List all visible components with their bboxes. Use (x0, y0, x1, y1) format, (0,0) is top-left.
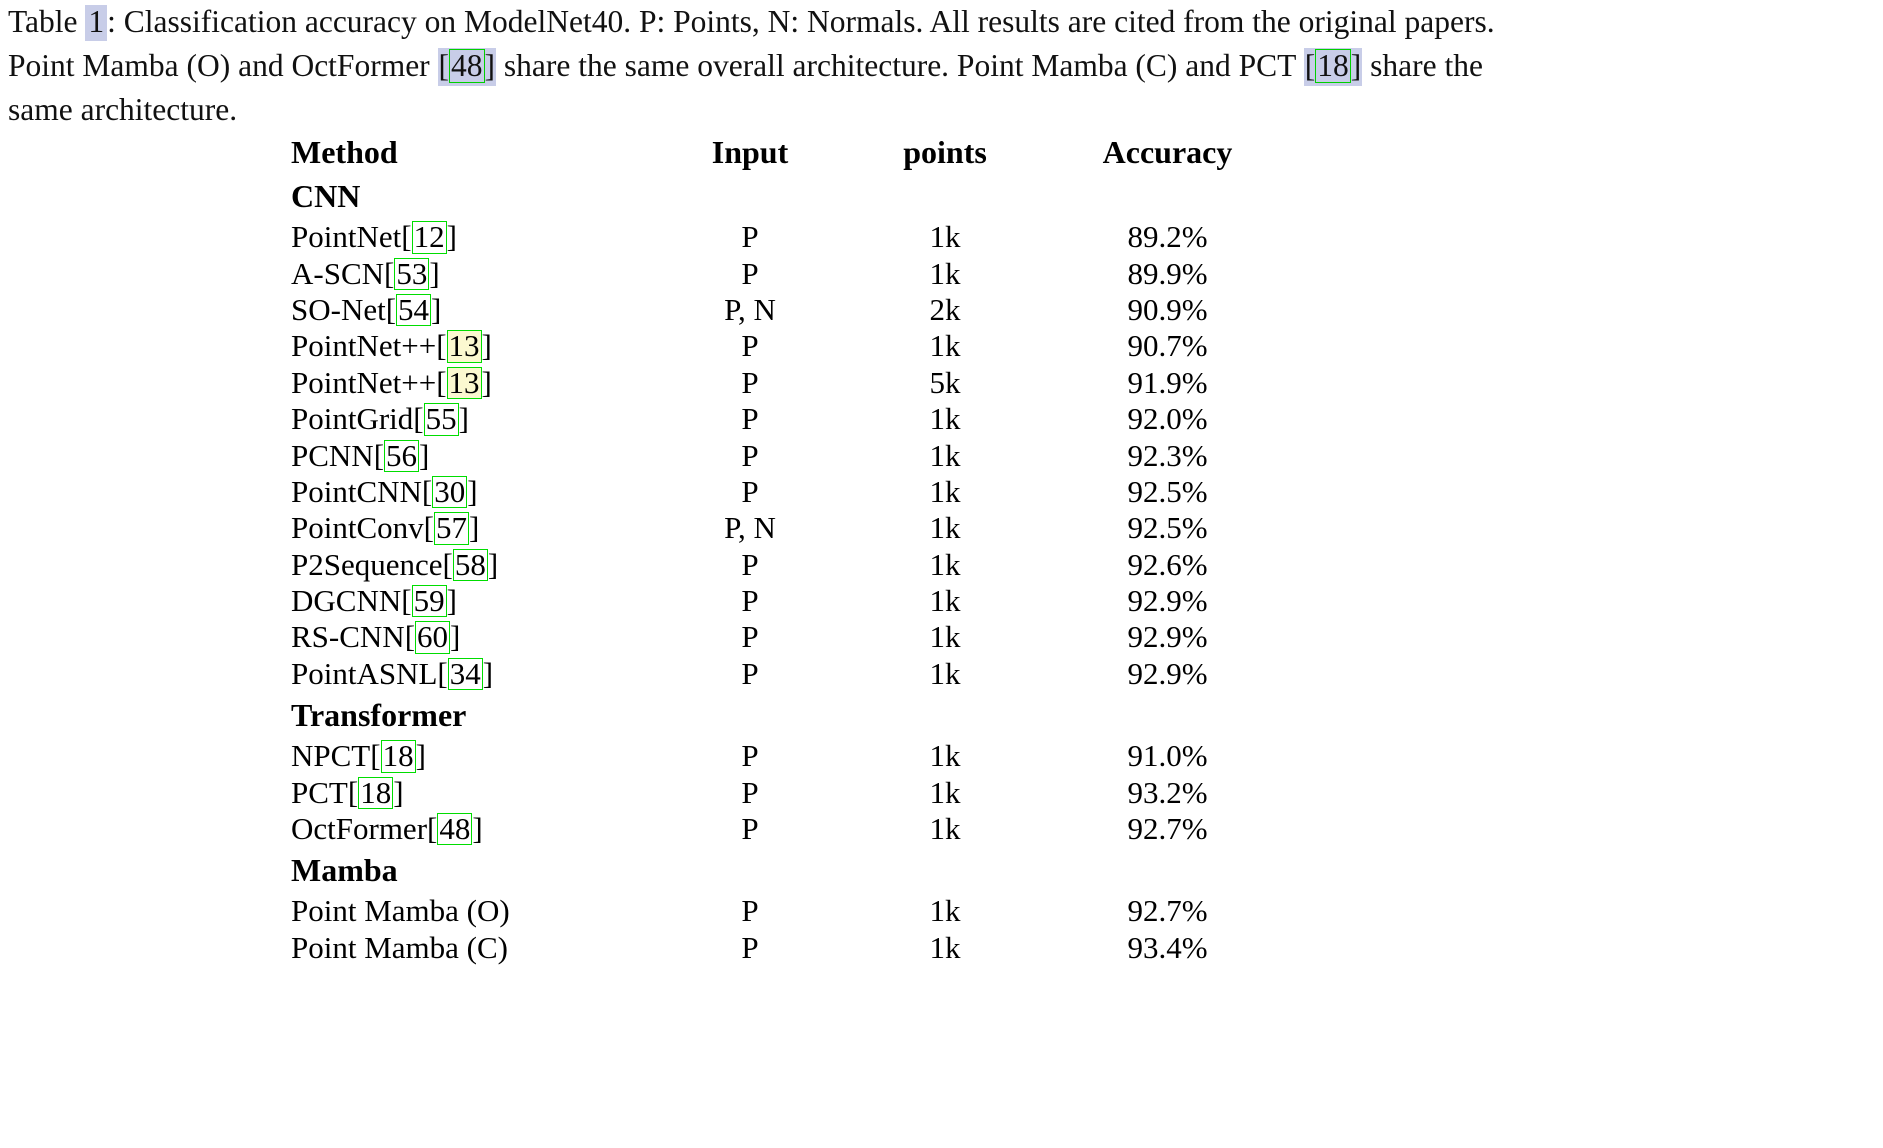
table-row (291, 583, 1286, 619)
cell-input: P (741, 328, 759, 364)
method-name: PointConv (291, 510, 424, 546)
cell-accuracy: 92.3% (1127, 437, 1208, 473)
bracket-open: [ (438, 48, 450, 83)
bracket-close: ] (415, 738, 426, 774)
bracket-open: [ (404, 619, 416, 655)
cell-points: 1k (929, 401, 961, 437)
table-row (291, 401, 1286, 437)
table-row (291, 811, 1286, 847)
bracket-close: ] (419, 437, 430, 473)
cell-method (291, 547, 659, 583)
method-name: RS-CNN (291, 619, 405, 655)
cell-points: 1k (929, 774, 961, 810)
table-row (291, 930, 1286, 966)
cell-method (291, 811, 659, 847)
bracket-close: ] (393, 774, 404, 810)
bracket-close: ] (481, 328, 492, 364)
bracket-close: ] (429, 255, 440, 291)
method-name: DGCNN (291, 583, 402, 619)
cell-method (291, 437, 659, 473)
citation-number: 58 (454, 546, 486, 582)
cell-method (291, 510, 659, 546)
citation-link-13[interactable] (436, 328, 492, 363)
cell-input: P (741, 738, 759, 774)
bracket-open: [ (413, 401, 424, 437)
cell-accuracy: 91.0% (1127, 738, 1208, 774)
cell-input: P (741, 811, 759, 847)
bracket-open: [ (401, 219, 412, 255)
section-empty-cell-points (841, 173, 1049, 219)
method-name: PointNet++ (291, 328, 437, 364)
bracket-close: ] (484, 48, 496, 83)
table-body (291, 173, 1286, 966)
section-header-row (291, 847, 1286, 893)
citation-link-48[interactable] (427, 811, 483, 846)
cell-accuracy: 90.7% (1127, 328, 1208, 364)
bracket-open: [ (373, 437, 385, 473)
cell-input: P (741, 437, 759, 473)
bracket-open: [ (427, 811, 438, 847)
table-row (291, 656, 1286, 692)
cell-points: 5k (929, 364, 961, 400)
table-row (291, 510, 1286, 546)
cell-accuracy: 92.5% (1127, 510, 1208, 546)
bracket-open: [ (347, 774, 359, 810)
table-row (291, 328, 1286, 364)
cell-points: 1k (929, 655, 961, 691)
cell-accuracy: 92.9% (1127, 619, 1208, 655)
column-header-input: Input (711, 133, 789, 170)
method-name: PointASNL (291, 655, 438, 691)
cell-accuracy: 92.6% (1127, 546, 1208, 582)
cell-input: P, N (724, 510, 776, 546)
section-title: Mamba (291, 851, 398, 888)
section-title: Transformer (291, 696, 467, 733)
cell-accuracy: 89.2% (1127, 219, 1208, 255)
section-empty-cell-input (659, 847, 841, 893)
cell-points: 1k (929, 929, 961, 965)
cell-input: P (741, 473, 759, 509)
method-name: SO-Net (291, 291, 386, 327)
cell-method (291, 255, 659, 291)
cell-input: P (741, 893, 759, 929)
bracket-open: [ (436, 364, 447, 400)
citation-link-59[interactable] (401, 583, 457, 618)
citation-link-30[interactable] (422, 474, 478, 509)
citation-number: 56 (386, 437, 418, 473)
cell-points: 1k (929, 219, 961, 255)
caption-line-3: same architecture. (8, 92, 238, 127)
bracket-open: [ (421, 473, 433, 509)
caption-line2-after: share the (1362, 48, 1483, 83)
citation-link-48[interactable] (438, 48, 497, 86)
table-number-link[interactable]: 1 (85, 5, 107, 41)
bracket-open: [ (423, 510, 434, 546)
bracket-open: [ (370, 738, 381, 774)
cell-accuracy: 93.4% (1127, 929, 1208, 965)
citation-link-55[interactable] (413, 401, 469, 436)
citation-number: 53 (396, 255, 428, 291)
cell-accuracy: 92.0% (1127, 401, 1208, 437)
citation-number: 18 (360, 774, 392, 810)
method-name: PCNN (291, 437, 374, 473)
method-name: OctFormer (291, 811, 428, 847)
cell-accuracy: 89.9% (1127, 255, 1208, 291)
table-row (291, 738, 1286, 774)
cell-method (291, 656, 659, 692)
bracket-open: [ (401, 583, 412, 619)
citation-link-12[interactable] (401, 219, 457, 254)
cell-accuracy: 93.2% (1127, 774, 1208, 810)
cell-points: 1k (929, 738, 961, 774)
citation-number: 54 (398, 291, 430, 327)
bracket-open: [ (385, 291, 397, 327)
bracket-close: ] (446, 219, 457, 255)
citation-number: 60 (417, 619, 449, 655)
cell-method (291, 583, 659, 619)
cell-accuracy: 92.9% (1127, 583, 1208, 619)
citation-number: 48 (451, 48, 483, 83)
table-row (291, 893, 1286, 929)
cell-input: P (741, 655, 759, 691)
bracket-open: [ (384, 255, 395, 291)
cell-points: 1k (929, 546, 961, 582)
section-empty-cell-input (659, 173, 841, 219)
citation-number: 59 (413, 583, 445, 619)
citation-link-13[interactable] (436, 365, 492, 400)
citation-number: 48 (439, 811, 471, 847)
cell-points: 1k (929, 583, 961, 619)
section-empty-cell-points (841, 692, 1049, 738)
bracket-close: ] (481, 364, 492, 400)
table-caption (8, 0, 1876, 132)
classification-accuracy-table (291, 131, 1286, 966)
cell-input: P (741, 219, 759, 255)
cell-input: P, N (724, 291, 776, 327)
caption-text-after-number: : Classification accuracy on ModelNet40. P: Points, N: Normals. All results are cited from the original papers. (107, 4, 1495, 39)
section-empty-cell-accuracy (1049, 173, 1286, 219)
bracket-close: ] (450, 619, 461, 655)
cell-method (291, 474, 659, 510)
caption-line2-before: Point Mamba (O) and OctFormer (8, 48, 438, 83)
cell-points: 1k (929, 893, 961, 929)
cell-input: P (741, 774, 759, 810)
table-row (291, 437, 1286, 473)
caption-line2-mid: share the same overall architecture. Point Mamba (C) and PCT (496, 48, 1304, 83)
bracket-close: ] (487, 546, 499, 582)
method-name: Point Mamba (O) (291, 893, 510, 929)
cell-method (291, 930, 659, 966)
cell-method (291, 893, 659, 929)
cell-method (291, 619, 659, 655)
citation-link-60[interactable] (405, 619, 461, 654)
citation-number: 18 (1317, 48, 1349, 83)
method-name: PointNet (291, 219, 402, 255)
section-header-row (291, 173, 1286, 219)
table-row (291, 365, 1286, 401)
cell-method (291, 774, 659, 810)
cell-input: P (741, 583, 759, 619)
caption-line-1 (8, 0, 1876, 44)
cell-accuracy: 92.7% (1127, 811, 1208, 847)
cell-method (291, 365, 659, 401)
citation-link-18[interactable] (348, 775, 404, 810)
method-name: A-SCN (291, 255, 385, 291)
method-name: PointNet++ (291, 364, 437, 400)
method-name: NPCT (291, 738, 371, 774)
bracket-open: [ (442, 546, 453, 582)
table-row (291, 474, 1286, 510)
citation-number: 30 (434, 473, 466, 509)
citation-number: 12 (413, 219, 445, 255)
table-row (291, 292, 1286, 328)
cell-accuracy: 92.9% (1127, 655, 1208, 691)
bracket-open: [ (437, 655, 448, 691)
caption-prefix: Table (8, 4, 86, 39)
bracket-close: ] (446, 583, 457, 619)
table-header-row (291, 131, 1286, 173)
citation-number: 57 (435, 510, 467, 546)
bracket-close: ] (467, 473, 478, 509)
bracket-open: [ (1304, 48, 1316, 83)
column-header-method: Method (291, 133, 398, 170)
method-name: PCT (291, 774, 348, 810)
cell-accuracy: 92.7% (1127, 893, 1208, 929)
bracket-close: ] (458, 401, 469, 437)
bracket-close: ] (468, 510, 480, 546)
cell-points: 1k (929, 328, 961, 364)
citation-link-57[interactable] (424, 510, 480, 545)
cell-points: 2k (929, 291, 961, 327)
table-row (291, 774, 1286, 810)
section-empty-cell-accuracy (1049, 692, 1286, 738)
section-title: CNN (291, 177, 361, 214)
table-row (291, 547, 1286, 583)
bracket-close: ] (472, 811, 483, 847)
column-header-points: points (903, 133, 987, 170)
bracket-open: [ (436, 328, 447, 364)
bracket-close: ] (482, 655, 494, 691)
bracket-close: ] (431, 291, 442, 327)
cell-input: P (741, 929, 759, 965)
cell-points: 1k (929, 255, 961, 291)
cell-points: 1k (929, 510, 961, 546)
column-header-accuracy: Accuracy (1102, 133, 1233, 170)
section-empty-cell-points (841, 847, 1049, 893)
citation-link-54[interactable] (386, 292, 442, 327)
bracket-close: ] (1350, 48, 1362, 83)
citation-link-18[interactable] (1304, 48, 1363, 86)
cell-input: P (741, 255, 759, 291)
cell-points: 1k (929, 619, 961, 655)
method-name: PointGrid (291, 401, 414, 437)
results-table-container (291, 131, 1286, 966)
citation-number: 34 (449, 655, 481, 691)
cell-input: P (741, 364, 759, 400)
citation-link-34[interactable] (437, 656, 493, 691)
cell-accuracy: 91.9% (1127, 364, 1208, 400)
table-row (291, 255, 1286, 291)
citation-number: 13 (448, 364, 480, 400)
citation-number: 18 (382, 738, 414, 774)
section-header-row (291, 692, 1286, 738)
cell-method (291, 738, 659, 774)
cell-input: P (741, 619, 759, 655)
cell-points: 1k (929, 437, 961, 473)
cell-input: P (741, 546, 759, 582)
cell-method (291, 328, 659, 364)
table-head (291, 131, 1286, 173)
cell-input: P (741, 401, 759, 437)
cell-points: 1k (929, 473, 961, 509)
citation-link-53[interactable] (384, 256, 440, 291)
citation-link-18[interactable] (370, 738, 426, 773)
citation-link-56[interactable] (374, 438, 430, 473)
table-row (291, 219, 1286, 255)
method-name: Point Mamba (C) (291, 929, 508, 965)
cell-method (291, 292, 659, 328)
method-name: P2Sequence (291, 546, 443, 582)
cell-method (291, 219, 659, 255)
cell-accuracy: 92.5% (1127, 473, 1208, 509)
citation-link-58[interactable] (443, 547, 499, 582)
table-row (291, 619, 1286, 655)
cell-method (291, 401, 659, 437)
section-empty-cell-accuracy (1049, 847, 1286, 893)
section-empty-cell-input (659, 692, 841, 738)
citation-number: 55 (425, 401, 457, 437)
cell-accuracy: 90.9% (1127, 291, 1208, 327)
citation-number: 13 (448, 328, 480, 364)
cell-points: 1k (929, 811, 961, 847)
method-name: PointCNN (291, 473, 422, 509)
caption-line-2 (8, 44, 1876, 88)
